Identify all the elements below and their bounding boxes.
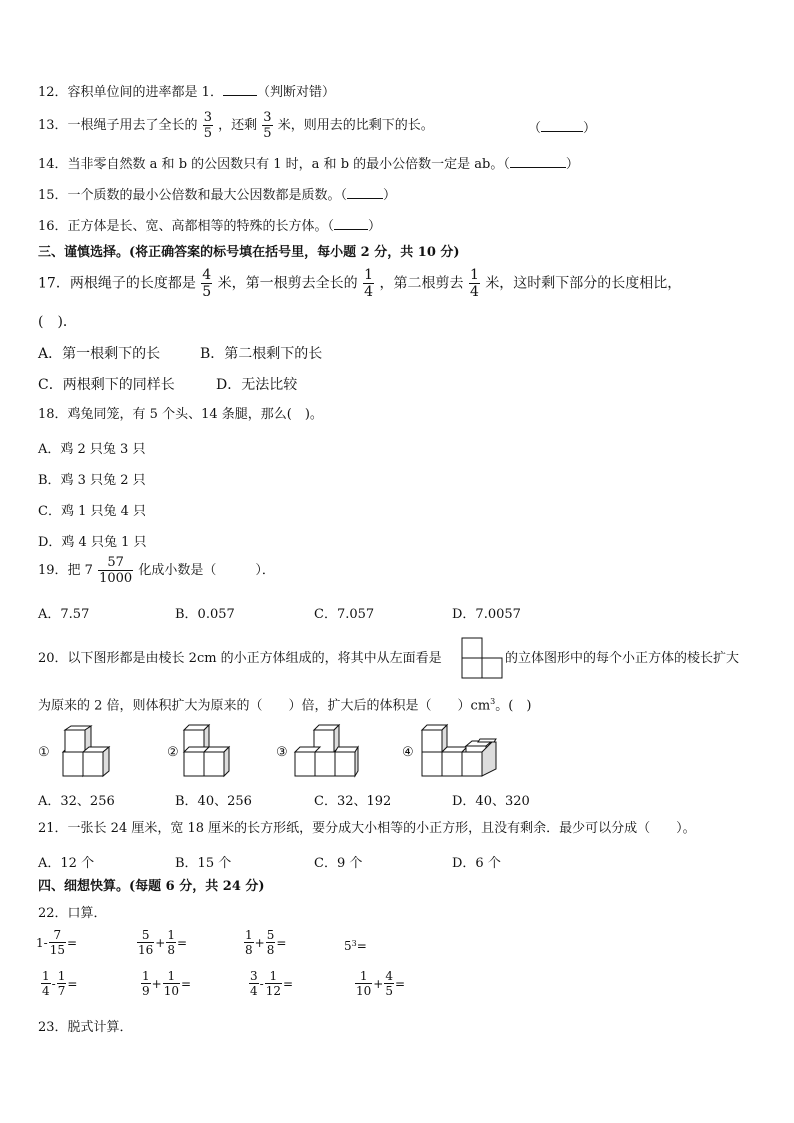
question-22-title: 22．口算． [38,906,107,921]
fraction: $\frac{1}{4}$ [364,267,374,300]
option-d[interactable]: D．40、320 [452,794,530,809]
option-d[interactable]: D．无法比较 [216,377,298,393]
question-15: 15．一个质数的最小公倍数和最大公因数都是质数。（ ） [38,188,397,203]
question-13: 13．一根绳子用去了全长的 $\frac{3}{5}$ ，还剩 $\frac{3}{5}$ 米，则用去的比剩下的长。 [38,110,434,141]
question-18: 18．鸡兔同笼，有 5 个头、14 条腿，那么( )。 [38,407,323,422]
option-a[interactable]: A．鸡 2 只兔 3 只 [38,442,146,457]
option-c[interactable]: C．32、192 [314,794,392,809]
calc-item[interactable]: 5 $^3$ = [344,939,367,953]
answer-blank[interactable] [334,218,368,230]
question-16: 16．正方体是长、宽、高都相等的特殊的长方体。（ ） [38,219,382,234]
question-21: 21．一张长 24 厘米，宽 18 厘米的长方形纸，要分成大小相等的小正方形，且没有剩余．最少可以分成（ ）。 [38,821,696,836]
question-20: 20．以下图形都是由棱长 2cm 的小正方体组成的，将其中从左面看是 [38,651,442,666]
option-b[interactable]: B．鸡 3 只兔 2 只 [38,473,146,488]
question-17-line2: ( )． [38,314,77,330]
cube-figure-1[interactable] [55,724,117,780]
option-d[interactable]: D．鸡 4 只兔 1 只 [38,535,147,550]
answer-blank[interactable] [347,187,383,199]
answer-paren-13[interactable]: （ ） [528,121,597,136]
option-b[interactable]: B．0.057 [175,607,235,622]
section-4-heading: 四、细想快算。(每题 6 分，共 24 分) [38,879,265,894]
section-3-heading: 三、谨慎选择。(将正确答案的标号填在括号里，每小题 2 分，共 10 分) [38,245,460,260]
option-b[interactable]: B．15 个 [175,856,232,871]
fraction: $\frac{4}{5}$ [202,267,212,300]
figure-3-label: ③ [276,745,288,760]
option-a[interactable]: A．12 个 [38,856,95,871]
option-a[interactable]: A．7.57 [38,607,90,622]
calc-item[interactable]: $\frac{1}{9}$ + $\frac{1}{10}$ = [142,969,192,998]
fraction: $\frac{3}{5}$ [263,110,272,141]
option-d[interactable]: D．6 个 [452,856,501,871]
option-c[interactable]: C．7.057 [314,607,375,622]
option-a[interactable]: A．第一根剩下的长 [38,346,161,362]
cube-figure-4[interactable] [418,722,500,780]
question-14: 14．当非零自然数 a 和 b 的公因数只有 1 时，a 和 b 的最小公倍数一定是 ab。（ ） [38,157,579,172]
figure-1-label: ① [38,745,50,760]
question-20-cont: 的立体图形中的每个小正方体的棱长扩大 [505,651,740,666]
question-23-title: 23．脱式计算． [38,1020,133,1035]
answer-blank[interactable] [223,84,257,96]
question-12: 12．容积单位间的进率都是 1． （判断对错） [38,85,335,100]
calc-item[interactable]: $\frac{1}{4}$ - $\frac{1}{7}$ = [42,969,78,998]
option-c[interactable]: C．9 个 [314,856,363,871]
option-d[interactable]: D．7.0057 [452,607,521,622]
left-view-icon [461,637,503,679]
calc-item[interactable]: 1- $\frac{7}{15}$ = [36,928,78,957]
option-c[interactable]: C．鸡 1 只兔 4 只 [38,504,147,519]
fraction: $\frac{57}{1000}$ [99,555,133,586]
calc-item[interactable]: $\frac{5}{16}$ + $\frac{1}{8}$ = [138,928,188,957]
fraction: $\frac{1}{4}$ [469,267,479,300]
figure-2-label: ② [167,745,179,760]
figure-4-label: ④ [402,745,414,760]
option-b[interactable]: B．40、256 [175,794,252,809]
fraction: $\frac{3}{5}$ [203,110,212,141]
calc-item[interactable]: $\frac{1}{8}$ + $\frac{5}{8}$ = [245,928,287,957]
question-20-line2: 为原来的 2 倍，则体积扩大为原来的（ ）倍，扩大后的体积是（ ）$cm^3$。( ) [38,697,532,714]
answer-blank[interactable] [510,156,566,168]
option-a[interactable]: A．32、256 [38,794,115,809]
cube-figure-3[interactable] [292,724,360,780]
calc-item[interactable]: $\frac{1}{10}$ + $\frac{4}{5}$ = [356,969,406,998]
cube-figure-2[interactable] [180,724,236,780]
calc-item[interactable]: $\frac{3}{4}$ - $\frac{1}{12}$ = [250,969,294,998]
question-19: 19．把 7 $\frac{57}{1000}$ 化成小数是（ ）． [38,555,275,586]
question-17: 17．两根绳子的长度都是 $\frac{4}{5}$ 米，第一根剪去全长的 $\frac{1}{4}$ ，第二根剪去 $\frac{1}{4}$ 米，这时剩下部分的长度相比， [38,267,682,300]
option-c[interactable]: C．两根剩下的同样长 [38,377,175,393]
option-b[interactable]: B．第二根剩下的长 [200,346,323,362]
